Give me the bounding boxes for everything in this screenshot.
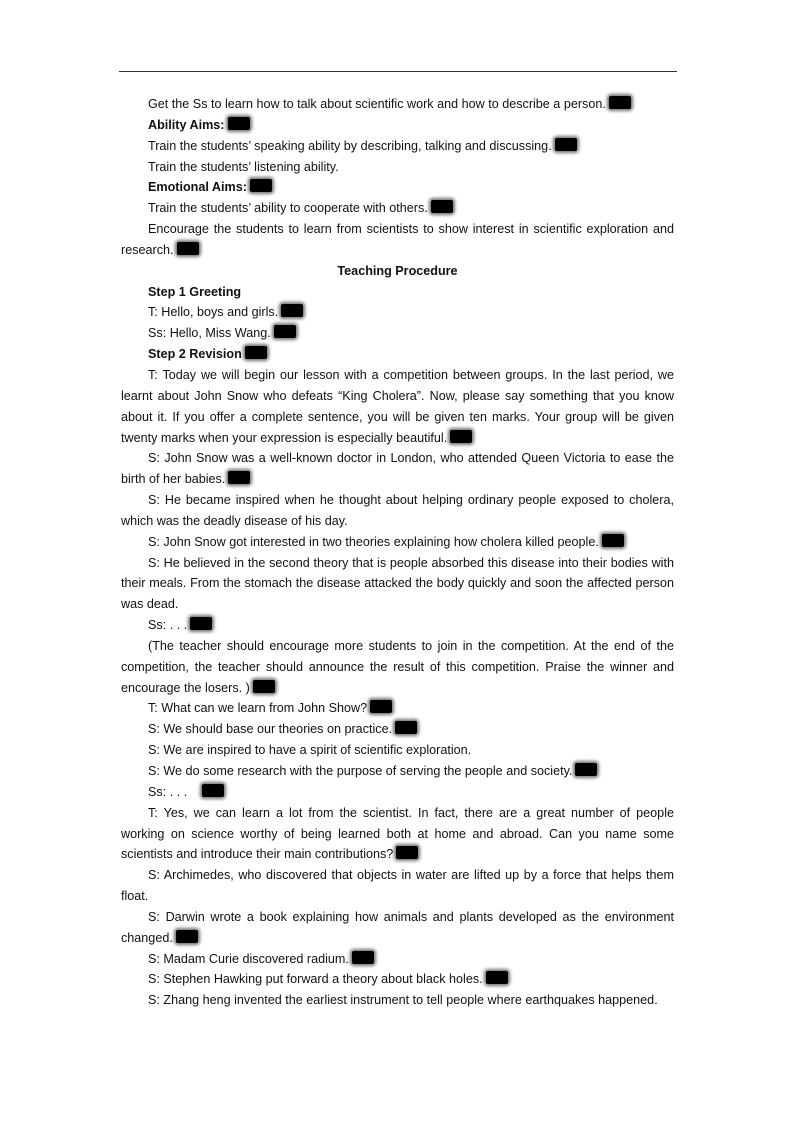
aim-knowledge-text: Get the Ss to learn how to talk about scientific work and how to describe a person. — [148, 97, 606, 111]
dialogue-line: S: Zhang heng invented the earliest instrument to tell people where earthquakes happened. — [148, 993, 658, 1008]
dialogue-line: S: He believed in the second theory that is people absorbed this disease into their bodies with their meals. From the stomach the disease attacked the body quickly and soon the affected person was dead. — [121, 555, 674, 612]
redaction-mark — [202, 784, 224, 797]
redaction-mark — [431, 200, 453, 213]
dialogue-line: T: What can we learn from John Show? — [148, 701, 368, 716]
step-2-heading: Step 2 Revision — [148, 347, 242, 362]
dialogue-line: S: We should base our theories on practice. — [148, 722, 393, 737]
dialogue-line: Ss: . . . — [148, 784, 188, 799]
redaction-mark — [190, 617, 212, 630]
dialogue-line: T: Today we will begin our lesson with a competition between groups. In the last period, we learnt about John Snow who defeats “King Cholera”. Now, please say something that you know about it. If you offer a complete sentence, you will be given ten marks. Your group will be given twenty marks when your expression is especially beautiful. — [121, 367, 674, 445]
redaction-mark — [609, 96, 631, 109]
redaction-mark — [250, 179, 272, 192]
dialogue-line: T: Hello, boys and girls. — [148, 305, 279, 320]
redaction-mark — [395, 721, 417, 734]
section-title-teaching-procedure: Teaching Procedure — [337, 263, 458, 278]
redaction-mark — [370, 700, 392, 713]
dialogue-line: Ss: Hello, Miss Wang. — [148, 326, 271, 341]
header-rule — [119, 71, 677, 72]
redaction-mark — [274, 325, 296, 338]
redaction-mark — [575, 763, 597, 776]
document-body — [121, 94, 674, 1011]
redaction-mark — [245, 346, 267, 359]
dialogue-line: Ss: . . . — [148, 618, 188, 633]
dialogue-line: S: John Snow was a well-known doctor in London, who attended Queen Victoria to ease the birth of her babies. — [121, 451, 674, 487]
ability-aim-listening: Train the students’ listening ability. — [148, 159, 339, 174]
dialogue-line: S: John Snow got interested in two theories explaining how cholera killed people. — [148, 534, 599, 549]
redaction-mark — [555, 138, 577, 151]
dialogue-line: S: We do some research with the purpose of serving the people and society. — [148, 764, 573, 778]
heading-ability-aims: Ability Aims: — [148, 117, 225, 132]
redaction-mark — [450, 430, 472, 443]
redaction-mark — [281, 304, 303, 317]
redaction-mark — [486, 971, 508, 984]
redaction-mark — [228, 471, 250, 484]
redaction-mark — [228, 117, 250, 130]
emotional-aim-cooperate: Train the students’ ability to cooperate with others. — [148, 201, 428, 216]
teacher-note: (The teacher should encourage more students to join in the competition. At the end of the competition, the teacher should announce the result of this competition. Praise the winner and encourage the losers. ) — [121, 638, 674, 695]
redaction-mark — [352, 951, 374, 964]
redaction-mark — [176, 930, 198, 943]
dialogue-line: S: Stephen Hawking put forward a theory about black holes. — [148, 972, 483, 987]
redaction-mark — [602, 534, 624, 547]
dialogue-line: S: Darwin wrote a book explaining how animals and plants developed as the environment changed. — [121, 909, 674, 945]
redaction-mark — [177, 242, 199, 255]
dialogue-line: S: Madam Curie discovered radium. — [148, 951, 349, 966]
redaction-mark — [396, 846, 418, 859]
emotional-aim-encourage: Encourage the students to learn from scientists to show interest in scientific exploration and research. — [121, 222, 674, 257]
dialogue-line: S: We are inspired to have a spirit of scientific exploration. — [148, 743, 472, 758]
heading-emotional-aims: Emotional Aims: — [148, 180, 247, 195]
redaction-mark — [253, 680, 275, 693]
ability-aim-speaking: Train the students’ speaking ability by describing, talking and discussing. — [148, 138, 552, 153]
dialogue-line: T: Yes, we can learn a lot from the scientist. In fact, there are a great number of people working on science worthy of being learned both at home and abroad. Can you name some scientists and introduce their main contributions? — [121, 805, 674, 862]
dialogue-line: S: Archimedes, who discovered that objects in water are lifted up by a force that helps them float. — [121, 868, 674, 904]
step-1-heading: Step 1 Greeting — [148, 284, 242, 299]
dialogue-line: S: He became inspired when he thought about helping ordinary people exposed to cholera, which was the deadly disease of his day. — [121, 493, 674, 528]
